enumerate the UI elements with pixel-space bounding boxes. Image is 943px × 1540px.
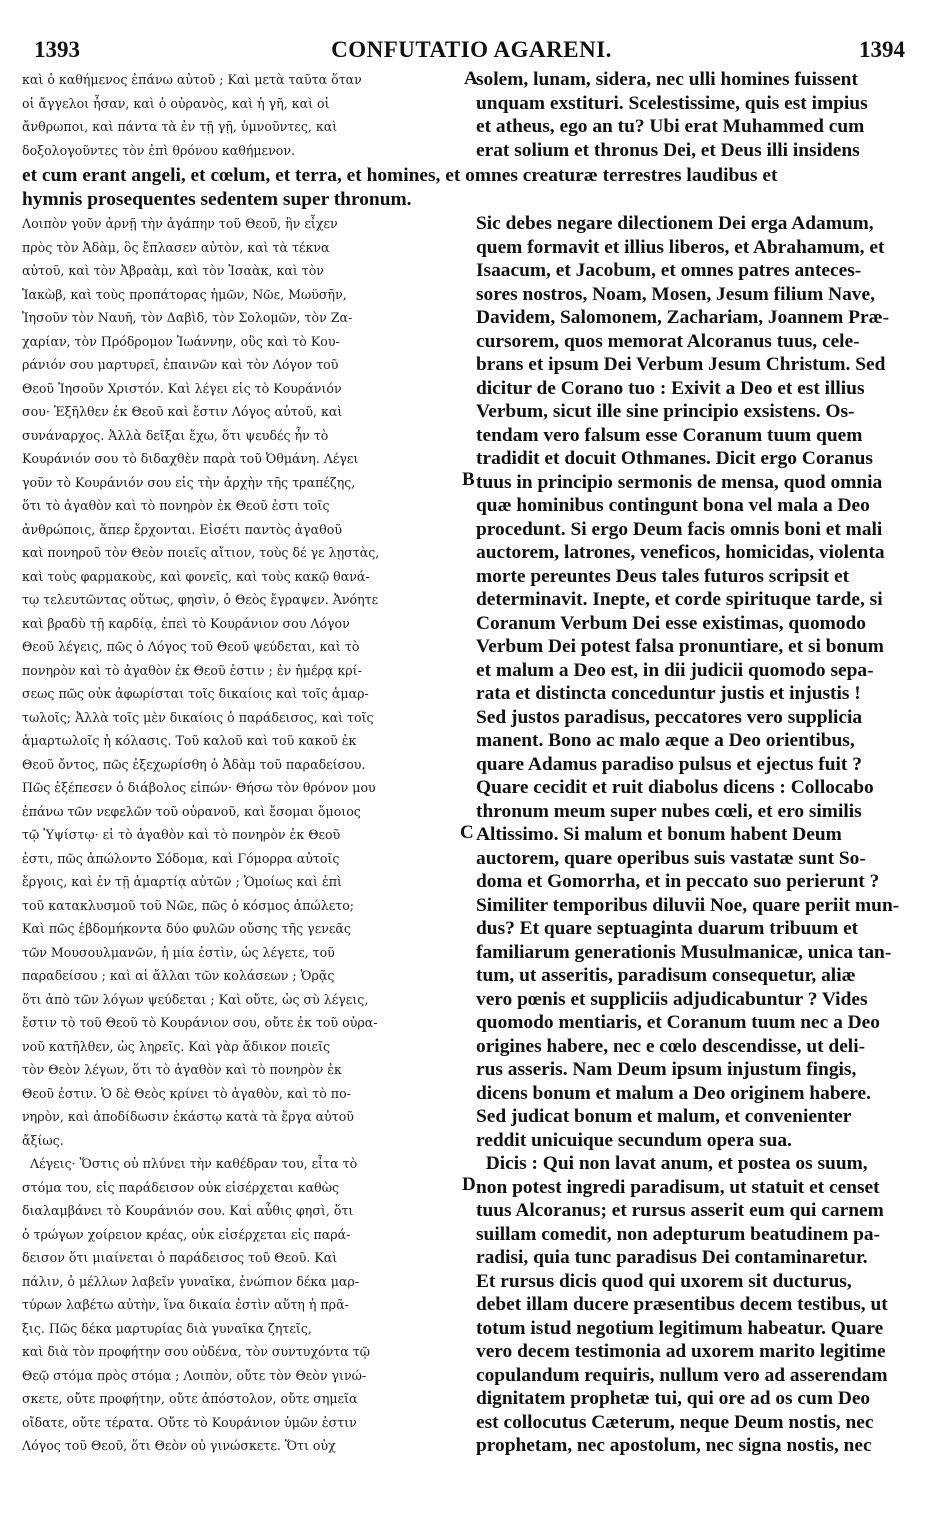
page-number-right: 1394 <box>859 37 905 62</box>
margin-letter-a: A <box>464 68 478 89</box>
margin-letter-b: B <box>462 469 475 490</box>
page-number-left: 1393 <box>34 37 80 62</box>
running-title: CONFUTATIO AGARENI. <box>331 37 612 62</box>
running-header <box>0 10 943 62</box>
margin-letter-d: D <box>462 1174 476 1195</box>
greek-column-top: καὶ ὁ καθήμενος ἐπάνω αὐτοῦ ; Καὶ μετὰ ταῦτα ὅταν οἱ ἄγγελοι ἦσαν, καὶ ὁ οὐρανὸς, καὶ ἡ γῆ, καὶ οἱ ἄνθρωποι, καὶ πάντα τὰ ἐν τῇ γῇ, ὑμνοῦντες, καὶ δοξολογοῦντες τὸν ἐπὶ θρόνου καθήμενον. <box>22 72 362 158</box>
margin-letter-c: C <box>460 822 474 843</box>
latin-column-main: Sic debes negare dilectionem Dei erga Adamum, quem formavit et illius liberos, et Abrahamum, et Isaacum, et Jacobum, et omnes patres anteces- sores nostros, Noam, Mosen, Jesum filium Nave, Davidem, Salomonem, Zachariam, Joannem Præ- cursorem, quos memorat Alcoranus tuus, cele- brans et ipsum Dei Verbum Jesum Christum. Sed dicitur de Corano tuo : Exivit a Deo et est illius Verbum, sicut ille sine principio exsistens. Os- tendam vero falsum esse Coranum tuum quem tradidit et docuit Othmanes. Dicit ergo Coranus tuus in principio sermonis de mensa, quod omnia quæ hominibus contingunt bona vel mala a Deo procedunt. Si ergo Deum facis omnis boni et mali auctorem, latrones, veneficos, homicidas, violenta morte pereuntes Deus tales futuros scripsit et determinavit. Inepte, et corde spirituque tarde, si Coranum Verbum Dei esse existimas, quomodo Verbum Dei potest falsa pronuntiare, et si bonum et malum a Deo est, in dii judicii quomodo sepa- rata et distincta conceduntur justis et injustis ! Sed justos paradisus, peccatores vero supplicia manent. Bono ac malo æque a Deo orientibus, quare Adamus paradiso pulsus et ejectus fuit ? Quare cecidit et ruit diabolus dicens : Collocabo thronum meum super nubes cœli, et ero similis Altissimo. Si malum et bonum habent Deum auctorem, quare operibus suis vastatæ sunt So- doma et Gomorrha, et in peccato suo perierunt ? Similiter temporibus diluvii Noe, quare periit mun- dus? Et quare septuaginta duarum tribuum et familiarum generationis Musulmanicæ, unica tan- tum, ut asseritis, paradisum consequetur, aliæ vero pœnis et suppliciis adjudicabuntur ? Vides quomodo mentiaris, et Coranum tuum nec a Deo origines habere, nec e cœlo descendisse, ut deli- rus asseris. Nam Deum ipsum injustum fingis, dicens bonum et malum a Deo originem habere. Sed judicat bonum et malum, et convenienter reddit unicuique secundum opera sua. Dicis : Qui non lavat anum, et postea os suum, non potest ingredi paradisum, ut statuit et censet tuus Alcoranus; et rursus asserit eum qui carnem suillam comedit, non adepturum beatudinem pa- radisi, quia tunc paradisus Dei contaminaretur. Et rursus dicis quod qui uxorem sit ducturus, debet illam ducere præsentibus decem testibus, ut totum istud negotium legitimum habeatur. Quare vero decem testimonia ad uxorem marito legitime copulandum requiris, nullum vero ad asserendam dignitatem prophetæ tui, qui ore ad os cum Deo est collocutus Cæterum, neque Deum nostis, nec prophetam, nec apostolum, nec signa nostis, nec <box>476 213 900 1456</box>
latin-continuation-full-width: et cum erant angeli, et cœlum, et terra, et homines, et omnes creaturæ terrestres laudibus et hymnis prosequentes sedentem super thronum. <box>22 165 778 210</box>
latin-column-top: solem, lunam, sidera, nec ulli homines fuissent unquam exstituri. Scelestissime, quis est impius et atheus, ego an tu? Ubi erat Muhammed cum erat solium et thronus Dei, et Deus illi insidens <box>476 69 868 161</box>
greek-column-main: Λοιπὸν γοῦν ἀρνῇ τὴν ἀγάπην τοῦ Θεοῦ, ἣν εἶχεν πρὸς τὸν Ἀδὰμ, ὃς ἔπλασεν αὐτὸν, καὶ τὰ τέκνα αὐτοῦ, καὶ τὸν Ἀβραὰμ, καὶ τὸν Ἰσαὰκ, καὶ τὸν Ἰακὼβ, καὶ τοὺς προπάτορας ἡμῶν, Νῶε, Μωϋσῆν, Ἰησοῦν τὸν Ναυῆ, τὸν Δαβὶδ, τὸν Σολομῶν, τὸν Ζα- χαρίαν, τὸν Πρόδρομον Ἰωάννην, οὓς καὶ τὸ Κου- ράνιόν σου μαρτυρεῖ, ἐπαινῶν καὶ τὸν Λόγον τοῦ Θεοῦ Ἰησοῦν Χριστόν. Καὶ λέγει εἰς τὸ Κουράνιόν σου· Ἐξῆλθεν ἐκ Θεοῦ καὶ ἔστιν Λόγος αὐτοῦ, καὶ συνάναρχος. Ἀλλὰ δεῖξαι ἔχω, ὅτι ψευδές ἦν τὸ Κουράνιόν σου τὸ διδαχθὲν παρὰ τοῦ Ὀθμάνη. Λέγει γοῦν τὸ Κουράνιόν σου εἰς τὴν ἀρχὴν τῆς τραπέζης, ὅτι τὸ ἀγαθὸν καὶ τὸ πονηρὸν ἐκ Θεοῦ ἐστι τοῖς ἀνθρώποις, ἅπερ ἔρχονται. Εἰσέτι παντὸς ἀγαθοῦ καὶ πονηροῦ τὸν Θεὸν ποιεῖς αἴτιον, τοὺς δέ γε λῃστὰς, καὶ τοὺς φαρμακοὺς, καὶ φονεῖς, καὶ τοὺς κακῷ θανά- τῳ τελευτῶντας οὕτως, φησὶν, ὁ Θεὸς ἔγραψεν. Ἀνόητε καὶ βραδὺ τῇ καρδίᾳ, ἐπεὶ τὸ Κουράνιον σου Λόγον Θεοῦ λέγεις, πῶς ὁ Λόγος τοῦ Θεοῦ ψεύδεται, καὶ τὸ πονηρὸν καὶ τὸ ἀγαθὸν ἐκ Θεοῦ ἐστιν ; ἐν ἡμέρᾳ κρί- σεως πῶς οὐκ ἀφωρίσται τοῖς δικαίοις καὶ τοῖς ἁμαρ- τωλοῖς; Ἀλλὰ τοῖς μὲν δικαίοις ὁ παράδεισος, καὶ τοῖς ἁμαρτωλοῖς ἡ κόλασις. Τοῦ καλοῦ καὶ τοῦ κακοῦ ἐκ Θεοῦ ὄντος, πῶς ἐξεχωρίσθη ὁ Ἀδὰμ τοῦ παραδείσου. Πῶς ἐξέπεσεν ὁ διάβολος εἰπών· Θήσω τὸν θρόνον μου ἐπάνω τῶν νεφελῶν τοῦ οὐρανοῦ, καὶ ἔσομαι ὅμοιος τῷ Ὑψίστῳ· εἰ τὸ ἀγαθὸν καὶ τὸ πονηρὸν ἐκ Θεοῦ ἐστι, πῶς ἀπώλοντο Σόδομα, καὶ Γόμορρα αὐτοῖς ἔργοις, καὶ ἐν τῇ ἁμαρτίᾳ αὐτῶν ; Ὁμοίως καὶ ἐπὶ τοῦ κατακλυσμοῦ τοῦ Νῶε, πῶς ὁ κόσμος ἀπώλετο; Καὶ πῶς ἑβδομήκοντα δύο φυλῶν οὔσης τῆς γενεᾶς τῶν Μουσουλμανῶν, ἡ μία ἐστὶν, ὡς λέγετε, τοῦ παραδείσου ; καὶ αἱ ἄλλαι τῶν κολάσεων ; Ὁρᾷς ὅτι ἀπὸ τῶν λόγων ψεύδεται ; Καὶ οὔτε, ὡς σὺ λέγεις, ἔστιν τὸ τοῦ Θεοῦ τὸ Κουράνιον σου, οὔτε ἐκ τοῦ οὐρα- νοῦ κατῆλθεν, ὡς ληρεῖς. Καὶ γὰρ ἄδικον ποιεῖς τὸν Θεὸν λέγων, ὅτι τὸ ἀγαθὸν καὶ τὸ πονηρὸν ἐκ Θεοῦ ἐστιν. Ὁ δὲ Θεὸς κρίνει τὸ ἀγαθὸν, καὶ τὸ πο- νηρὸν, καὶ ἀποδίδωσιν ἑκάστῳ κατὰ τὰ ἔργα αὐτοῦ ἄξίως. Λέγεις· Ὅστις οὐ πλύνει τὴν καθέδραν του, εἶτα τὸ στόμα του, εἰς παράδεισον οὐκ εἰσέρχεται καθὼς διαλαμβάνει τὸ Κουράνιόν σου. Καὶ αὖθις φησὶ, ὅτι ὁ τρώγων χοίρειον κρέας, οὐκ εἰσέρχεται εἰς παρά- δεισον ὅτι μιαίνεται ὁ παράδεισος τοῦ Θεοῦ. Καὶ πάλιν, ὁ μέλλων λαβεῖν γυναῖκα, ἐνώπιον δέκα μαρ- τύρων λαβέτω αὐτὴν, ἵνα δικαία ἐστὶν αὕτη ἡ πρᾶ- ξις. Πῶς δέκα μαρτυρίας διὰ γυναῖκα ζητεῖς, καὶ διὰ τὸν προφήτην σου οὐδένα, τὸν συντυχόντα τῷ Θεῷ στόμα πρὸς στόμα ; Λοιπὸν, οὔτε τὸν Θεὸν γινώ- σκετε, οὔτε προφήτην, οὔτε ἀπόστολον, οὔτε σημεῖα οἴδατε, οὔτε τέρατα. Οὔτε τὸ Κουράνιον ὑμῶν ἐστιν Λόγος τοῦ Θεοῦ, ὅτι Θεὸν οὐ γινώσκετε. Ὅτι οὐχ <box>22 216 380 1453</box>
